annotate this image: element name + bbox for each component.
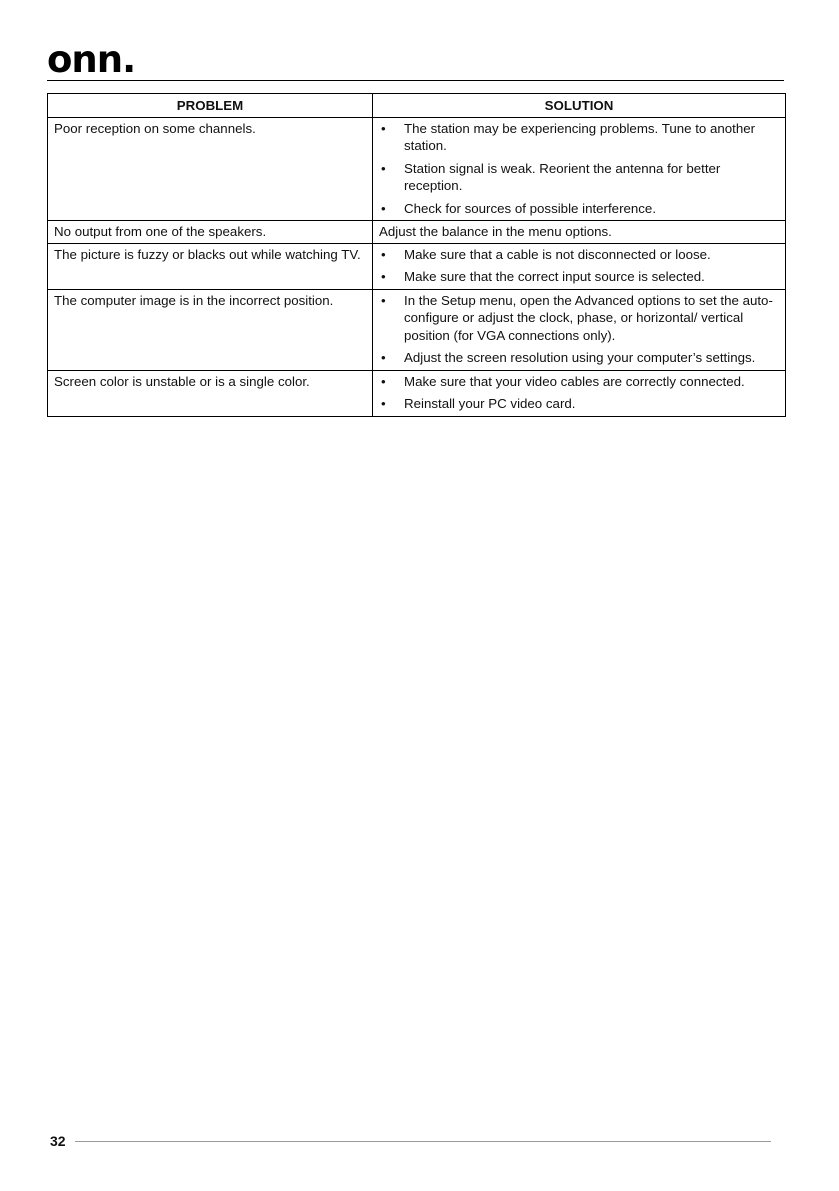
table-row	[48, 370, 786, 416]
solution-list	[379, 292, 780, 367]
solution-item	[379, 373, 780, 391]
solution-list	[379, 120, 780, 218]
header-divider	[47, 80, 784, 81]
problem-cell: No output from one of the speakers.	[48, 221, 373, 244]
bullet-icon: •	[381, 396, 386, 411]
bullet-icon: •	[381, 120, 386, 136]
solution-text: Check for sources of possible interference.	[404, 200, 657, 216]
solution-text: Make sure that your video cables are correctly connected.	[404, 373, 745, 389]
solution-list	[379, 246, 780, 286]
solution-cell	[373, 117, 786, 221]
table-row	[48, 221, 786, 244]
troubleshooting-table	[47, 93, 786, 417]
solution-item	[379, 395, 780, 413]
solution-item	[379, 160, 780, 195]
solution-item	[379, 349, 780, 367]
table-row	[48, 243, 786, 289]
problem-cell: Screen color is unstable or is a single color.	[48, 370, 373, 416]
solution-text: The station may be experiencing problems. Tune to another station.	[404, 120, 756, 153]
bullet-icon: •	[381, 350, 386, 365]
problem-cell: Poor reception on some channels.	[48, 117, 373, 221]
solution-column-header: SOLUTION	[373, 94, 786, 118]
solution-cell	[373, 243, 786, 289]
footer-divider	[75, 1141, 771, 1142]
solution-text: In the Setup menu, open the Advanced options to set the auto-configure or adjust the clock, phase, or horizontal/ vertical position (for VGA connections only).	[404, 292, 773, 343]
bullet-icon: •	[381, 373, 386, 389]
solution-cell: Adjust the balance in the menu options.	[373, 221, 786, 244]
onn-logo: onn.	[47, 38, 136, 81]
solution-cell	[373, 370, 786, 416]
bullet-icon: •	[381, 292, 386, 308]
problem-cell: The computer image is in the incorrect position.	[48, 289, 373, 370]
problem-column-header: PROBLEM	[48, 94, 373, 118]
bullet-icon: •	[381, 200, 386, 216]
table-header-row	[48, 94, 786, 118]
solution-item	[379, 246, 780, 264]
solution-item	[379, 292, 780, 345]
solution-text: Make sure that the correct input source is selected.	[404, 269, 705, 284]
solution-item	[379, 268, 780, 286]
bullet-icon: •	[381, 160, 386, 176]
solution-text: Reinstall your PC video card.	[404, 396, 576, 411]
solution-text: Station signal is weak. Reorient the antenna for better reception.	[404, 160, 721, 193]
bullet-icon: •	[381, 246, 386, 262]
page-number: 32	[50, 1133, 66, 1149]
bullet-icon: •	[381, 269, 386, 284]
table-row	[48, 117, 786, 221]
solution-text: Adjust the screen resolution using your computer’s settings.	[404, 350, 756, 365]
table-row	[48, 289, 786, 370]
solution-item	[379, 200, 780, 218]
solution-text: Make sure that a cable is not disconnected or loose.	[404, 246, 711, 262]
solution-item	[379, 120, 780, 155]
problem-cell: The picture is fuzzy or blacks out while watching TV.	[48, 243, 373, 289]
solution-list	[379, 373, 780, 413]
solution-cell	[373, 289, 786, 370]
